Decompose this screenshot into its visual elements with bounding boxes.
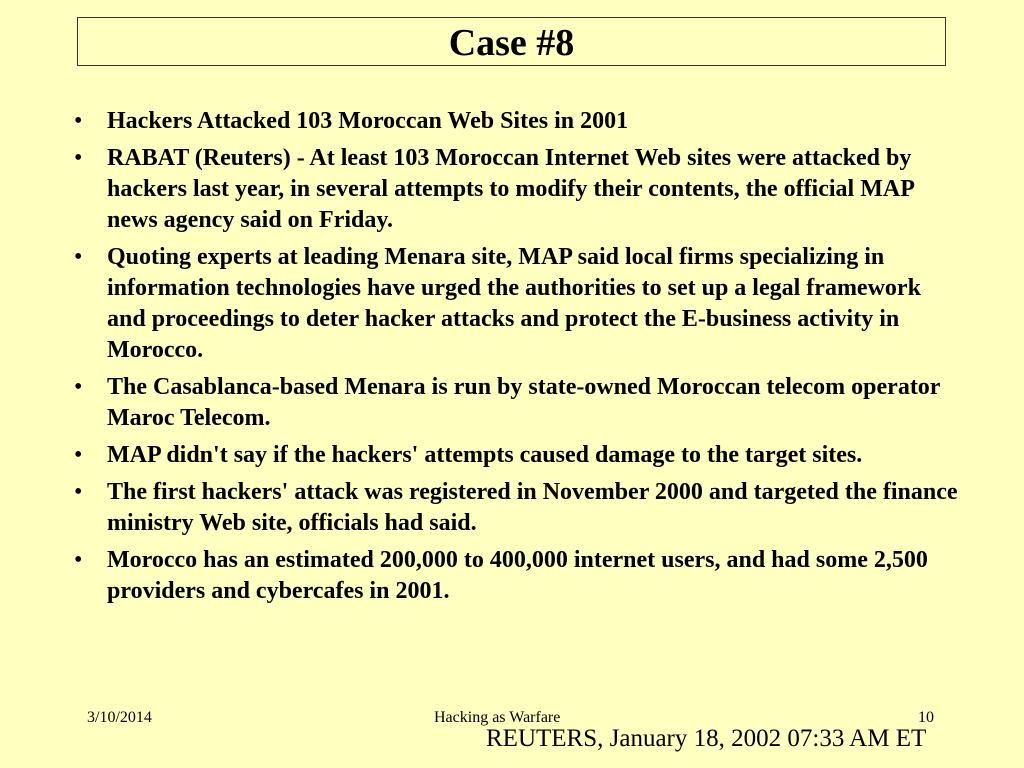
slide-title: Case #8: [448, 21, 575, 64]
bullet-marker: •: [74, 442, 83, 468]
footer-page-number: 10: [918, 709, 934, 726]
bullet-text: The first hackers' attack was registered in November 2000 and targeted the finance ministry Web site, officials had said.: [107, 479, 958, 536]
footer-date: 3/10/2014: [87, 709, 152, 726]
bullet-text: RABAT (Reuters) - At least 103 Moroccan Internet Web sites were attacked by hackers last year, in several attempts to modify their contents, the official MAP news agency said on Friday.: [107, 145, 914, 233]
bullet-text: Morocco has an estimated 200,000 to 400,000 internet users, and had some 2,500 providers and cybercafes in 2001.: [107, 547, 928, 604]
bullet-text: The Casablanca-based Menara is run by state-owned Moroccan telecom operator Maroc Telecom.: [107, 374, 941, 431]
bullet-marker: •: [74, 145, 83, 171]
bullet-marker: •: [74, 244, 83, 270]
slide-title-box: [77, 17, 946, 66]
bullet-item: [74, 477, 964, 539]
source-citation: REUTERS, January 18, 2002 07:33 AM ET: [486, 725, 927, 752]
bullet-list: [74, 106, 964, 613]
bullet-text: Quoting experts at leading Menara site, MAP said local firms specializing in information technologies have urged the authorities to set up a legal framework and proceedings to deter hacker attacks and protect the E-business activity in Morocco.: [107, 244, 921, 363]
bullet-item: [74, 106, 964, 137]
bullet-text: MAP didn't say if the hackers' attempts caused damage to the target sites.: [107, 442, 863, 468]
bullet-text: Hackers Attacked 103 Moroccan Web Sites in 2001: [107, 108, 629, 134]
bullet-item: [74, 440, 964, 471]
bullet-marker: •: [74, 479, 83, 505]
bullet-marker: •: [74, 374, 83, 400]
footer-title: Hacking as Warfare: [434, 709, 561, 726]
bullet-item: [74, 372, 964, 434]
bullet-item: [74, 545, 964, 607]
bullet-marker: •: [74, 108, 83, 134]
bullet-marker: •: [74, 547, 83, 573]
bullet-item: [74, 143, 964, 236]
bullet-item: [74, 242, 964, 366]
